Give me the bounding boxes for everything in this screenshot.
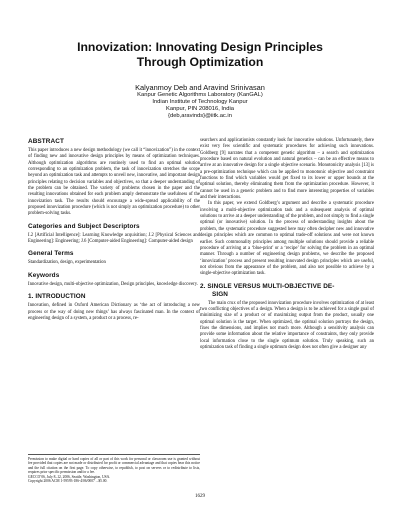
section-2-heading-line-2: SIGN — [212, 290, 229, 298]
right-column — [200, 138, 374, 351]
affiliation-line-1: Kanpur Genetic Algorithms Laboratory (KanGAL) — [137, 92, 263, 98]
author-names: Kalyanmoy Deb and Aravind Srinivasan — [135, 83, 265, 92]
section-2-text: The main crux of the proposed innovization procedure involves optimization of at least two conflicting objectives of a design. When a design is to be achieved for a single goal of minimizing size of a product or of maximizing output from the product, usually one optimal solution is the target. When optimized, the optimal solution portrays the design, fixes the dimensions, and implies not much more. Although a sensitivity analysis can provide some information about the relative importance of constraints, they only provide local information close to the single optimum solution. Truly speaking, such an optimization task of finding a single optimum design does not often give a designer any — [200, 300, 374, 350]
conference-text: GECCO’06, July 8–12, 2006, Seattle, Washington, USA. — [28, 474, 111, 479]
copyright-text: Copyright 2006 ACM 1-59593-186-4/06/0007 ...$5.00. — [28, 479, 108, 484]
author-block — [0, 83, 400, 120]
copyright-footnote — [28, 454, 200, 483]
right-paragraph-1: searchers and applicationists constantly look for innovative solutions. Unfortunately, there exist very few scientific and systematic procedures for achieving such innovations. Goldberg [9] narrates that a competent genetic algorithm – a search and optimization procedure based on natural evolution and natural genetics – can be an effective means to arrive at an innovative design for a single objective scenario. Monotonicity analysis [13] is a pre-optimization technique which can be applied to monotonic objective and constraint functions to find which variables would get fixed to its lower or upper bounds at the optimal solution, thereby eliminating them from the optimization procedure. However, it cannot be used in a generic problem and to find more interesting properties of variables and their interactions. — [200, 138, 374, 201]
keywords-text: Innovative design, multi-objective optimization, Design principles, knowledge discovery. — [28, 281, 198, 287]
introduction-heading: 1. INTRODUCTION — [28, 293, 86, 301]
keywords-heading: Keywords — [28, 271, 60, 279]
author-email: {deb,aravinds}@iitk.ac.in — [168, 113, 232, 119]
affiliation-line-3: Kanpur, PIN 208016, India — [165, 106, 234, 112]
categories-heading: Categories and Subject Descriptors — [28, 222, 140, 230]
introduction-text: Innovation, defined in Oxford American Dictionary as ‘the act of introducing a new process or the way of doing new things’ has always fascinated man. In the context of engineering design of a system, a product or a process, re- — [28, 303, 200, 321]
general-terms-heading: General Terms — [28, 250, 74, 258]
permission-text: Permission to make digital or hard copies of all or part of this work for personal or classroom use is granted without fee provided that copies are not made or distributed for profit or commercial advantage and that copies bear this notice and the full citation on the first page. To copy otherwise, to republish, to post on servers or to redistribute to lists, requires prior specific permission and/or a fee. — [28, 457, 200, 475]
left-column — [28, 138, 200, 322]
title-line-1: Innovization: Innovating Design Principles — [77, 40, 323, 54]
abstract-text: This paper introduces a new design methodology (we call it “innovization”) in the context of finding new and innovative design principles by means of optimization techniques. Although optimization algorithms are routinely used to find an optimal solution corresponding to an optimization problem, the task of innovization stretches the scope beyond an optimization task and attempts to unveil new, innovative, and important design principles relating to decision variables and objectives, so that a deeper understanding of the problem can be obtained. The variety of problems chosen in the paper and the resulting innovations obtained for each problem amply demonstrate the usefulness of the innovization task. The results should encourage a wide-spread applicability of the proposed innovization procedure (which is not simply an optimization procedure) to other problem-solving tasks. — [28, 148, 200, 217]
title-line-2: Through Optimization — [136, 55, 264, 69]
section-2-heading — [200, 283, 374, 299]
right-paragraph-2: In this paper, we extend Goldberg’s argument and describe a systematic procedure involving a multi-objective optimization task and a subsequent analysis of optimal solutions to arrive at a deeper understanding of the problem, and not simply to find a single optimal (or innovative) solution. In the process of understanding insights about the problem, the systematic procedure suggested here may often decipher new and innovative design principles which are common to optimal trade-off solutions and were not known earlier. Such commonality principles among multiple solutions should provide a reliable procedure of arriving at a ‘blue-print’ or a ‘recipe’ for solving the problem in an optimal manner. Through a number of engineering design problems, we describe the proposed ‘innovization’ process and present resulting innovated design principles which are useful, not obvious from the appearance of the problem, and also not possible to achieve by a single-objective optimization task. — [200, 201, 374, 277]
abstract-heading: ABSTRACT — [28, 138, 64, 145]
section-2-heading-line-1: 2. SINGLE VERSUS MULTI-OBJECTIVE DE- — [200, 282, 335, 290]
general-terms-text: Standardization, design, experimentation — [28, 260, 106, 266]
page-number: 1629 — [195, 494, 205, 499]
paper-title — [0, 40, 400, 70]
affiliation-line-2: Indian Institute of Technology Kanpur — [152, 99, 248, 105]
categories-text: I.2 [Artificial Intelligence]: Learning Knowledge acquisition; J.2 [Physical Sciences and Engineering]: Engineering; J.6 [Computer-aided Engineering]: Computer-aided design — [28, 232, 200, 245]
